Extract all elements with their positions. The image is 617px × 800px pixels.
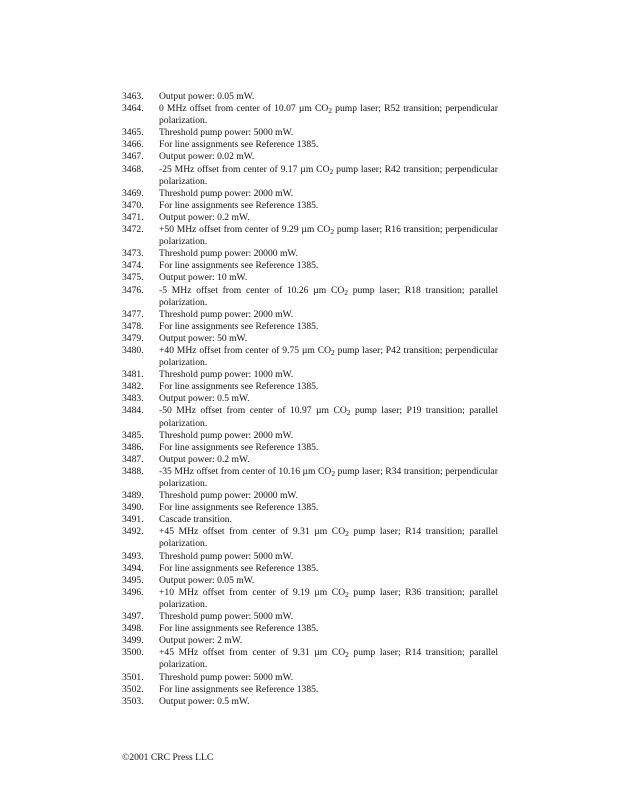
note-item — [122, 139, 498, 151]
note-item — [122, 551, 498, 563]
note-item — [122, 430, 498, 442]
note-text — [159, 345, 498, 369]
note-number: 3492. — [122, 526, 144, 538]
note-number: 3484. — [122, 405, 144, 417]
note-item — [122, 696, 498, 708]
note-item — [122, 345, 498, 369]
note-item — [122, 502, 498, 514]
note-text-rest: pump laser; P19 transition; parallel polarization. — [159, 405, 499, 429]
note-text-rest: pump laser; R34 transition; perpendicular polarization. — [159, 465, 498, 489]
note-text — [159, 103, 498, 127]
note-item — [122, 393, 498, 405]
note-item — [122, 127, 498, 139]
note-item — [122, 260, 498, 272]
note-number: 3495. — [122, 574, 144, 586]
note-item — [122, 563, 498, 575]
note-number: 3500. — [122, 647, 144, 659]
note-item — [122, 224, 498, 248]
note-text-main: +45 MHz offset from center of 9.31 µm CO — [159, 526, 346, 538]
note-text: Threshold pump power: 2000 mW. — [159, 308, 294, 320]
note-text: Output power: 0.5 mW. — [159, 695, 250, 707]
note-number: 3502. — [122, 683, 144, 695]
note-text — [159, 526, 498, 550]
subscript: 2 — [330, 226, 335, 236]
note-number: 3467. — [122, 151, 144, 163]
note-item — [122, 333, 498, 345]
note-item — [122, 684, 498, 696]
note-text-main: -25 MHz offset from center of 9.17 µm CO — [159, 163, 330, 175]
note-text: For line assignments see Reference 1385. — [159, 320, 319, 332]
note-item — [122, 309, 498, 321]
note-text — [159, 466, 498, 490]
copyright-footer: ©2001 CRC Press LLC — [122, 752, 214, 763]
note-text-main: 0 MHz offset from center of 10.07 µm CO — [159, 103, 329, 115]
note-text-rest: pump laser; R18 transition; parallel polarization. — [159, 284, 499, 308]
note-item — [122, 611, 498, 623]
note-item — [122, 405, 498, 429]
note-item — [122, 212, 498, 224]
note-number: 3488. — [122, 465, 144, 477]
subscript: 2 — [328, 105, 333, 115]
note-number: 3471. — [122, 211, 144, 223]
note-item — [122, 490, 498, 502]
note-item — [122, 188, 498, 200]
note-item — [122, 321, 498, 333]
note-text — [159, 164, 498, 188]
subscript: 2 — [346, 408, 351, 418]
note-text — [159, 285, 498, 309]
note-number: 3466. — [122, 139, 144, 151]
note-item — [122, 647, 498, 671]
note-number: 3479. — [122, 332, 144, 344]
note-text: Output power: 0.2 mW. — [159, 453, 250, 465]
note-text: For line assignments see Reference 1385. — [159, 199, 319, 211]
note-number: 3472. — [122, 224, 144, 236]
note-text-main: +10 MHz offset from center of 9.19 µm CO — [159, 586, 346, 598]
note-text: Output power: 0.2 mW. — [159, 211, 250, 223]
note-text-main: +40 MHz offset from center of 9.75 µm CO — [159, 344, 332, 356]
note-number: 3475. — [122, 272, 144, 284]
note-number: 3486. — [122, 441, 144, 453]
note-item — [122, 466, 498, 490]
note-text — [159, 647, 498, 671]
note-item — [122, 91, 498, 103]
note-text: Threshold pump power: 20000 mW. — [159, 490, 299, 502]
note-text-rest: pump laser; P42 transition; perpendicular polarization. — [159, 344, 498, 369]
note-item — [122, 164, 498, 188]
note-item — [122, 285, 498, 309]
note-text: Threshold pump power: 5000 mW. — [159, 127, 294, 139]
note-text-main: +45 MHz offset from center of 9.31 µm CO — [159, 647, 346, 659]
note-text: Output power: 0.02 mW. — [159, 151, 255, 163]
note-text-main: +50 MHz offset from center of 9.29 µm CO — [159, 224, 331, 236]
subscript: 2 — [329, 166, 334, 176]
note-text — [159, 587, 498, 611]
note-number: 3481. — [122, 369, 144, 381]
note-text-main: -35 MHz offset from center of 10.16 µm CO — [159, 465, 332, 477]
note-number: 3469. — [122, 187, 144, 199]
subscript: 2 — [345, 589, 349, 599]
note-number: 3474. — [122, 260, 144, 272]
note-number: 3490. — [122, 502, 144, 514]
note-item — [122, 272, 498, 284]
note-item — [122, 381, 498, 393]
note-number: 3494. — [122, 562, 144, 574]
note-number: 3480. — [122, 344, 144, 356]
note-number: 3496. — [122, 586, 144, 598]
note-text: Output power: 0.5 mW. — [159, 393, 250, 405]
note-number: 3482. — [122, 381, 144, 393]
note-text: Threshold pump power: 20000 mW. — [159, 248, 299, 260]
note-item — [122, 103, 498, 127]
note-number: 3465. — [122, 127, 144, 139]
note-item — [122, 575, 498, 587]
note-text-main: -50 MHz offset from center of 10.97 µm CO — [159, 405, 347, 417]
note-number: 3485. — [122, 429, 144, 441]
note-text-main: -5 MHz offset from center of 10.26 µm CO — [159, 284, 345, 296]
note-item — [122, 200, 498, 212]
note-text-rest: pump laser; R16 transition; perpendicular polarization. — [159, 224, 498, 248]
note-number: 3498. — [122, 623, 144, 635]
note-number: 3489. — [122, 490, 144, 502]
notes-list — [122, 91, 498, 708]
note-text — [159, 224, 498, 248]
note-item — [122, 623, 498, 635]
note-item — [122, 454, 498, 466]
note-text: For line assignments see Reference 1385. — [159, 260, 319, 272]
note-item — [122, 587, 498, 611]
note-text: Threshold pump power: 1000 mW. — [159, 369, 294, 381]
note-item — [122, 672, 498, 684]
note-text: Cascade transition. — [159, 514, 232, 526]
note-text: For line assignments see Reference 1385. — [159, 139, 319, 151]
note-text-rest: pump laser; R36 transition; parallel polarization. — [159, 586, 498, 610]
note-number: 3497. — [122, 611, 144, 623]
note-number: 3463. — [122, 91, 144, 102]
note-item — [122, 369, 498, 381]
note-item — [122, 442, 498, 454]
note-text: Output power: 2 mW. — [159, 635, 243, 647]
note-number: 3477. — [122, 308, 144, 320]
note-text: Output power: 0.05 mW. — [159, 574, 255, 586]
note-number: 3476. — [122, 284, 144, 296]
note-number: 3483. — [122, 393, 144, 405]
note-text: For line assignments see Reference 1385. — [159, 562, 319, 574]
subscript: 2 — [331, 347, 335, 357]
note-text: Output power: 0.05 mW. — [159, 91, 255, 102]
note-text: Threshold pump power: 5000 mW. — [159, 671, 294, 683]
note-text: For line assignments see Reference 1385. — [159, 623, 319, 635]
note-item — [122, 526, 498, 550]
note-number: 3493. — [122, 550, 144, 562]
note-text-rest: pump laser; R14 transition; parallel polarization. — [159, 647, 498, 671]
note-text: Output power: 10 mW. — [159, 272, 248, 284]
note-text: For line assignments see Reference 1385. — [159, 441, 319, 453]
subscript: 2 — [331, 468, 336, 478]
note-text: Threshold pump power: 2000 mW. — [159, 429, 294, 441]
note-number: 3464. — [122, 103, 144, 115]
note-text: For line assignments see Reference 1385. — [159, 683, 319, 695]
note-item — [122, 248, 498, 260]
note-text: For line assignments see Reference 1385. — [159, 502, 319, 514]
note-number: 3487. — [122, 453, 144, 465]
note-number: 3468. — [122, 163, 144, 175]
note-text: Threshold pump power: 5000 mW. — [159, 550, 294, 562]
note-text-rest: pump laser; R52 transition; perpendicular polarization. — [159, 103, 498, 127]
note-text-rest: pump laser; R42 transition; perpendicular polarization. — [159, 163, 498, 187]
note-number: 3470. — [122, 199, 144, 211]
note-text: Output power: 50 mW. — [159, 332, 248, 344]
note-number: 3499. — [122, 635, 144, 647]
note-text: Threshold pump power: 2000 mW. — [159, 187, 294, 199]
note-number: 3501. — [122, 671, 144, 683]
note-item — [122, 151, 498, 163]
note-number: 3473. — [122, 248, 144, 260]
note-number: 3478. — [122, 320, 144, 332]
note-item — [122, 635, 498, 647]
note-text: For line assignments see Reference 1385. — [159, 381, 319, 393]
subscript: 2 — [345, 650, 349, 660]
subscript: 2 — [344, 287, 349, 297]
note-text-rest: pump laser; R14 transition; parallel polarization. — [159, 526, 498, 550]
note-item — [122, 514, 498, 526]
note-text: Threshold pump power: 5000 mW. — [159, 611, 294, 623]
note-number: 3503. — [122, 695, 144, 707]
note-text — [159, 405, 498, 429]
subscript: 2 — [345, 529, 349, 539]
note-number: 3491. — [122, 514, 144, 526]
